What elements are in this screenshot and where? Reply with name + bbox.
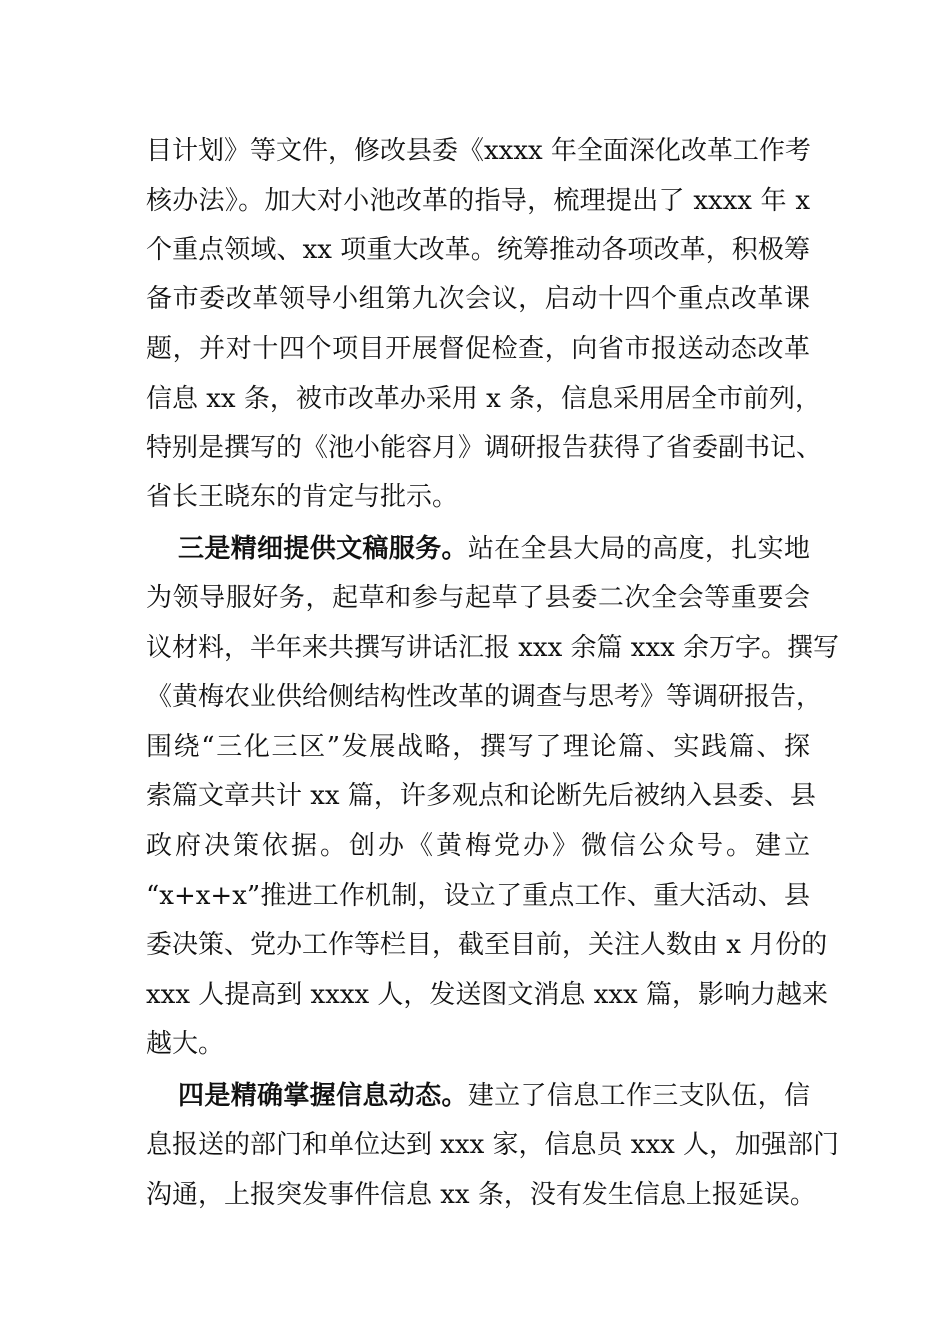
paragraph-1-line-6: 信息 xx 条，被市改革办采用 x 条，信息采用居全市前列，: [146, 384, 822, 414]
paragraph-2-line-11: 越大。: [146, 1029, 225, 1059]
paragraph-2-line-4: 《黄梅农业供给侧结构性改革的调查与思考》等调研报告，: [146, 682, 823, 712]
paragraph-3-first-line-text: 建立了信息工作三支队伍，信: [467, 1081, 810, 1111]
paragraph-2-line-8: “x+x+x”推进工作机制，设立了重点工作、重大活动、县: [146, 881, 810, 911]
paragraph-2-line-6: 索篇文章共计 xx 篇，许多观点和论断先后被纳入县委、县: [146, 781, 816, 811]
paragraph-1-line-4: 备市委改革领导小组第九次会议，启动十四个重点改革课: [146, 284, 810, 314]
paragraph-2-line-2: 为领导服好务，起草和参与起草了县委二次全会等重要会: [146, 583, 810, 613]
paragraph-3-line-3: 沟通，上报突发事件信息 xx 条，没有发生信息上报延误。: [146, 1180, 816, 1210]
paragraph-1-line-8: 省长王晓东的肯定与批示。: [146, 482, 459, 512]
paragraph-2-heading: 三是精细提供文稿服务。: [178, 534, 468, 564]
paragraph-1-line-5: 题，并对十四个项目开展督促检查，向省市报送动态改革: [146, 334, 810, 364]
paragraph-2-first-line: [178, 529, 810, 569]
paragraph-1-line-1: 目计划》等文件，修改县委《xxxx 年全面深化改革工作考: [146, 136, 811, 166]
paragraph-2-line-9: 委决策、党办工作等栏目，截至目前，关注人数由 x 月份的: [146, 930, 828, 960]
paragraph-2-first-line-text: 站在全县大局的高度，扎实地: [467, 534, 810, 564]
paragraph-3-line-2: 息报送的部门和单位达到 xxx 家，信息员 xxx 人，加强部门: [146, 1130, 840, 1160]
paragraph-3-heading: 四是精确掌握信息动态。: [178, 1081, 468, 1111]
paragraph-2-line-10: xxx 人提高到 xxxx 人，发送图文消息 xxx 篇，影响力越来: [146, 980, 828, 1010]
paragraph-1-line-7: 特别是撰写的《池小能容月》调研报告获得了省委副书记、: [146, 433, 823, 463]
paragraph-1-line-3: 个重点领域、xx 项重大改革。统筹推动各项改革，积极筹: [146, 235, 810, 265]
paragraph-2-line-5: 围绕“三化三区”发展战略，撰写了理论篇、实践篇、探: [146, 732, 810, 762]
paragraph-2-line-3: 议材料，半年来共撰写讲话汇报 xxx 余篇 xxx 余万字。撰写: [146, 633, 840, 663]
paragraph-2-line-7: 政府决策依据。创办《黄梅党办》微信公众号。建立: [146, 831, 810, 861]
paragraph-1-line-2: 核办法》。加大对小池改革的指导，梳理提出了 xxxx 年 x: [146, 186, 810, 216]
paragraph-3-first-line: [178, 1076, 810, 1116]
